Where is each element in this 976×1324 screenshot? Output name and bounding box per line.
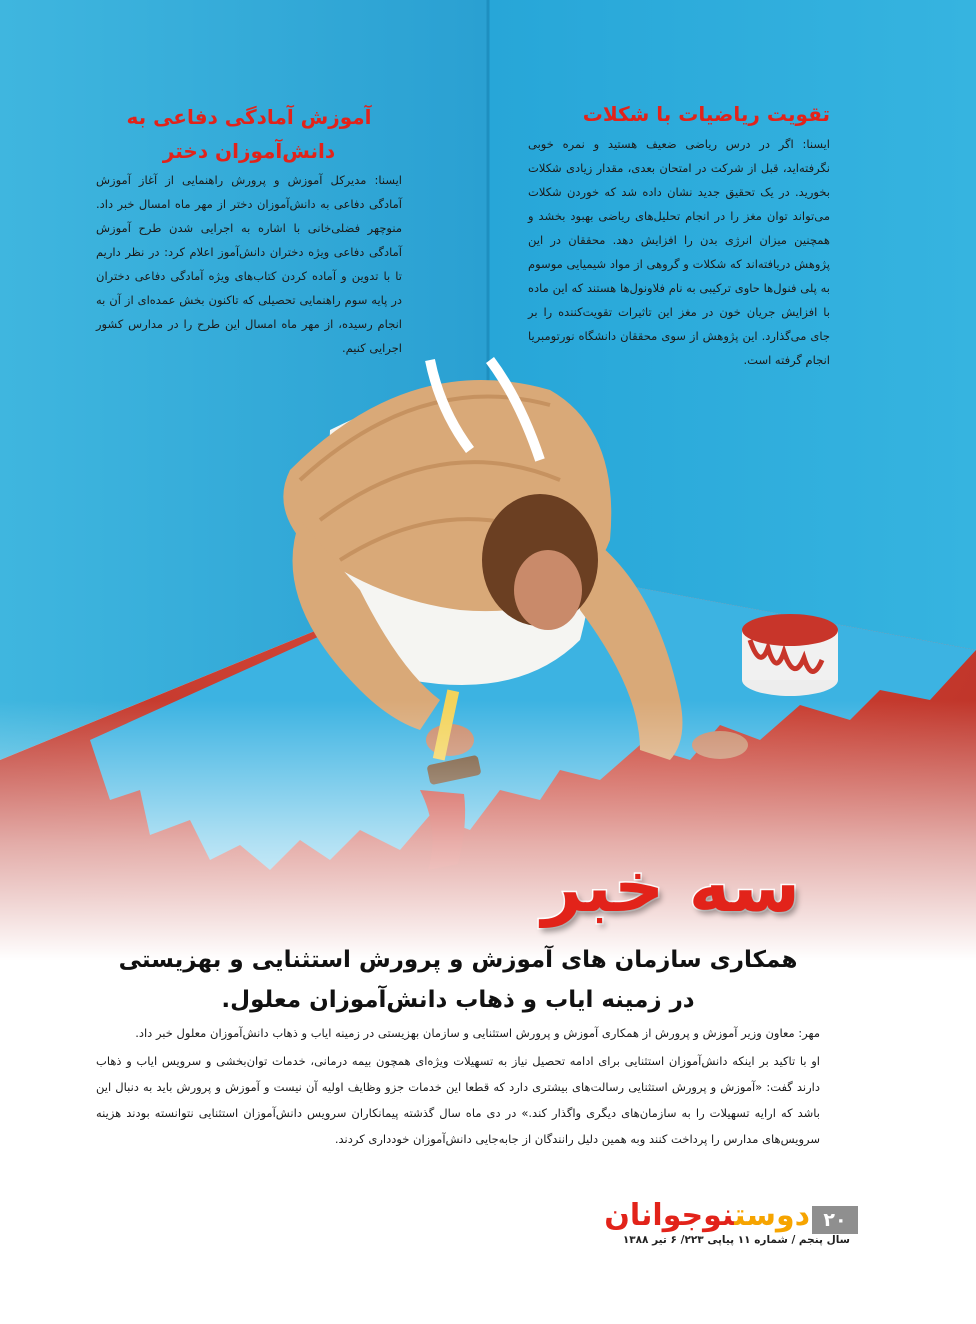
- logo-part-1: دوست: [734, 1198, 810, 1233]
- article-body: ایسنا: اگر در درس ریاضی ضعیف هستید و نمره خوبی نگرفته‌اید، قبل از شرکت در امتحان بعدی، مقدار زیادی شکلات بخورید. در یک تحقیق جدید نشان داده شد که خوردن شکلات می‌تواند توان مغز را در انجام تحلیل‌های ریاضی بهبود بخشد و همچنین میزان انرژی بدن را افزایش دهد. محققان در این پژوهش دریافته‌اند که شکلات و گروهی از مواد شیمیایی موسوم به پلی فنول‌ها حاوی ترکیبی به نام فلاونول‌ها هستند که این ماده با افزایش جریان خون در مغز این تاثیرات تقویت‌کننده را بر جای می‌گذارد. این پژوهش از سوی محققان دانشگاه نورتومبریا انجام گرفته است.: [528, 137, 830, 367]
- article-defense-training: [96, 100, 402, 360]
- article-chocolate-math: [528, 100, 830, 372]
- magazine-logo: [604, 1196, 810, 1236]
- headline-text: سه خبر: [541, 846, 800, 928]
- paint-bucket: [742, 614, 838, 696]
- article-title: تقویت ریاضیات با شکلات: [582, 102, 830, 126]
- article-title: آموزش آمادگی دفاعی به دانش‌آموزان دختر: [126, 105, 372, 163]
- main-title-line1: همکاری سازمان های آموزش و پرورش استثنایی و بهزیستی: [118, 947, 798, 973]
- main-paragraph-2: او با تاکید بر اینکه دانش‌آموزان استثنایی برای ادامه تحصیل نیاز به تسهیلات ویژه‌ای همچون بیمه درمانی، خدمات توان‌بخشی و سرویس ایاب و ذهاب دارند گفت: «آموزش و پرورش استثنایی رسالت‌های بیشتری دارد که قطعا این خدمات جزو وظایف اولیه آن نیست و آموزش و پرورش باید به دنبال این باشد که ارایه تسهیلات را به سازمان‌های دیگری واگذار کند.» در دی ماه سال گذشته پیمانکاران سرویس دانش‌آموزان استثنایی نتوانسته بودند هزینه سرویس‌های مدارس را پرداخت کنند وبه همین دلیل رانندگان از جابه‌جایی دانش‌آموزان خودداری کردند.: [96, 1054, 820, 1146]
- main-article-body: [96, 1020, 820, 1152]
- page-number: ۲۰: [812, 1206, 858, 1234]
- logo-part-2: نوجوانان: [604, 1198, 735, 1233]
- section-headline: [460, 846, 800, 928]
- main-title-line2: در زمینه ایاب و ذهاب دانش‌آموزان معلول.: [221, 987, 695, 1013]
- issue-info: سال پنجم / شماره ۱۱ پیاپی ۲۲۳/ ۶ تیر ۱۳۸۸: [622, 1234, 850, 1246]
- page-footer: [592, 1196, 858, 1252]
- article-body: ایسنا: مدیرکل آموزش و پرورش راهنمایی از آغاز آموزش آمادگی دفاعی به دانش‌آموزان دختر از مهر ماه امسال خبر داد. منوچهر فضلی‌خانی با اشاره به اجرایی شدن طرح آموزش آمادگی دفاعی ویژه دختران دانش‌آموز اعلام کرد: در نظر داریم تا با تدوین و آماده کردن کتاب‌های ویژه آمادگی دفاعی دختران در پایه سوم راهنمایی تحصیلی که تاکنون بخش عمده‌ای از آن به انجام رسیده، از مهر ماه امسال این طرح را در مدارس کشور اجرایی کنیم.: [96, 173, 402, 355]
- main-article-title: [96, 940, 820, 1020]
- article-special-education: [96, 940, 820, 1152]
- main-paragraph-1: مهر: معاون وزیر آموزش و پرورش از همکاری آموزش و پرورش استثنایی و سازمان بهزیستی در زمینه ایاب و ذهاب دانش‌آموزان معلول خبر داد.: [135, 1026, 820, 1040]
